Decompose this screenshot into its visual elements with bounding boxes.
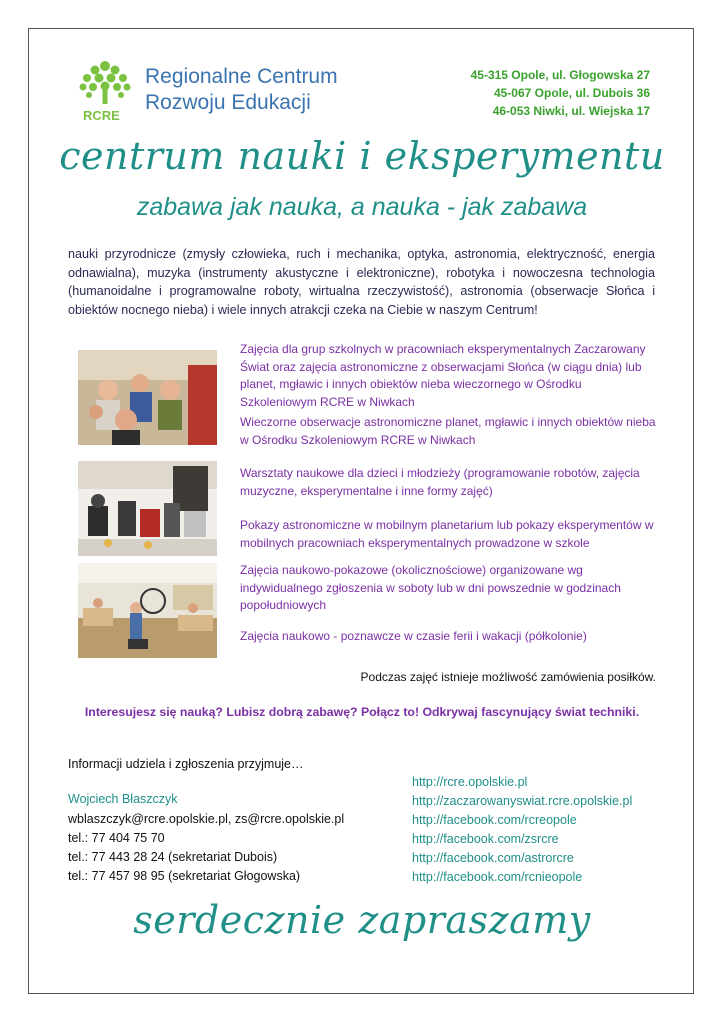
activity-special-events: Zajęcia naukowo-pokazowe (okolicznościowe) organizowane wg indywidualnego zgłoszenia w soboty lub w dni powszednie w godzinach popołudniowych [240,563,621,612]
activity-holiday-camps: Zajęcia naukowo - poznawcze w czasie ferii i wakacji (półkolonie) [240,629,587,643]
address-glogowska: 45-315 Opole, ul. Głogowska 27 [470,68,650,82]
contact-email[interactable]: wblaszczyk@rcre.opolskie.pl, zs@rcre.opolskie.pl [68,812,345,826]
link-facebook-rcreopole[interactable]: http://facebook.com/rcreopole [412,813,577,827]
activity-workshops: Warsztaty naukowe dla dzieci i młodzieży (programowanie robotów, zajęcia muzyczne, eksperymentalne i inne formy zajęć) [240,466,640,498]
intro-paragraph: nauki przyrodnicze (zmysły człowieka, ruch i mechanika, optyka, astronomia, elektryczność, energia odnawialna), muzyka (instrumenty akustyczne i elektroniczne), robotyka i nowoczesna technologia (humanoidalne i programowalne roboty, wirtualna rzeczywistość), astronomia (obserwacje Słońca i obiektów nocnego nieba) i wiele innych atrakcji czeka na Ciebie w naszym Centrum! [68,247,655,317]
photo-robots [78,461,217,556]
contact-person: Wojciech Błaszczyk [68,792,178,806]
closing-invitation: serdecznie zapraszamy [133,898,591,942]
address-dubois: 45-067 Opole, ul. Dubois 36 [493,86,650,100]
call-to-action: Interesujesz się nauką? Lubisz dobrą zabawę? Połącz to! Odkrywaj fascynujący świat techniki. [84,705,640,719]
contact-details [68,810,344,886]
photo-classroom-bicycle [78,563,217,658]
contact-intro: Informacji udziela i zgłoszenia przyjmuje… [68,757,304,771]
contact-phone-main: tel.: 77 404 75 70 [68,831,165,845]
activity-evening-observations: Wieczorne obserwacje astronomiczne planet, mgławic i innych obiektów nieba w Ośrodku Szkoleniowym RCRE w Niwkach [240,415,656,447]
page-title: centrum nauki i eksperymentu [59,134,665,178]
logo-name-line2: Rozwoju Edukacji [145,91,311,114]
link-rcre[interactable]: http://rcre.opolskie.pl [412,775,528,789]
address-niwki: 46-053 Niwki, ul. Wiejska 17 [492,104,650,118]
link-facebook-astrorcre[interactable]: http://facebook.com/astrorcre [412,851,574,865]
logo-name [145,64,338,116]
page-subtitle: zabawa jak nauka, a nauka - jak zabawa [136,193,588,221]
logo-abbreviation: RCRE [83,108,120,123]
contact-phone-glogowska: tel.: 77 457 98 95 (sekretariat Głogowska) [68,869,301,883]
contact-phone-dubois: tel.: 77 443 28 24 (sekretariat Dubois) [68,850,278,864]
link-list [412,773,632,887]
address-list [471,66,650,120]
rcre-logo [75,56,355,130]
link-facebook-zsrcre[interactable]: http://facebook.com/zsrcre [412,832,559,846]
activity-school-groups: Zajęcia dla grup szkolnych w pracowniach eksperymentalnych Zaczarowany Świat oraz zajęcia astronomiczne z obserwacjami Słońca (w ciągu dnia) lub planet, mgławic i innych obiektów nieba wieczornego w Ośrodku Szkoleniowym RCRE w Niwkach [240,342,646,409]
link-zaczarowany-swiat[interactable]: http://zaczarowanyswiat.rcre.opolskie.pl [412,794,633,808]
activity-mobile-planetarium: Pokazy astronomiczne w mobilnym planetarium lub pokazy eksperymentów w mobilnych pracowniach eksperymentalnych prowadzone w szkole [240,518,654,550]
photo-children-lab [78,350,217,445]
link-facebook-rcnieopole[interactable]: http://facebook.com/rcnieopole [412,870,583,884]
logo-name-line1: Regionalne Centrum [145,65,338,88]
meals-note: Podczas zajęć istnieje możliwość zamówienia posiłków. [360,670,656,684]
